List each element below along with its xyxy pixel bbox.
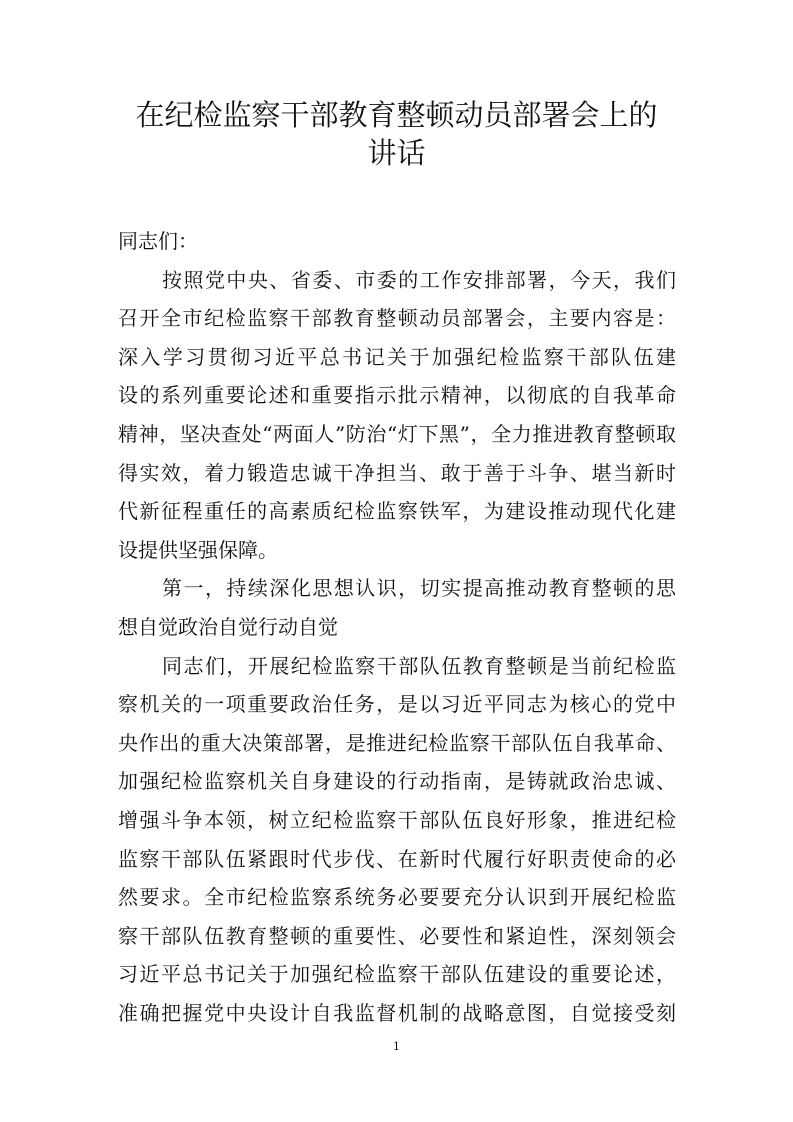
paragraph [118,569,676,646]
paragraph-line: 精神，坚决查处“两面人”防治“灯下黑”，全力推进教育整顿取 [118,421,676,446]
title-line-2: 讲话 [367,136,426,170]
paragraph-line: 加强纪检监察机关自身建设的行动指南，是铸就政治忠诚、 [118,769,676,794]
paragraph-line: 察干部队伍教育整顿的重要性、必要性和紧迫性，深刻领会 [118,923,676,948]
paragraph-line: 同志们，开展纪检监察干部队伍教育整顿是当前纪检监 [162,653,676,678]
paragraph-line: 召开全市纪检监察干部教育整顿动员部署会，主要内容是： [118,306,676,331]
paragraph-line: 习近平总书记关于加强纪检监察干部队伍建设的重要论述， [118,962,676,987]
paragraph-line: 增强斗争本领，树立纪检监察干部队伍良好形象，推进纪检 [118,807,676,832]
salutation: 同志们： [118,229,198,253]
paragraph-line: 设提供坚强保障。 [118,537,278,562]
paragraph-line: 代新征程重任的高素质纪检监察铁军，为建设推动现代化建 [118,499,676,524]
paragraph-line: 得实效，着力锻造忠诚干净担当、敢于善于斗争、堪当新时 [118,460,676,485]
paragraph-line: 第一，持续深化思想认识，切实提高推动教育整顿的思 [162,576,676,601]
paragraph [118,647,676,1033]
paragraph [118,261,676,570]
paragraph-line: 然要求。全市纪检监察系统务必要要充分认识到开展纪检监 [118,885,676,910]
document-title [100,96,693,172]
paragraph-line: 央作出的重大决策部署，是推进纪检监察干部队伍自我革命、 [118,730,676,755]
title-line-1: 在纪检监察干部教育整顿动员部署会上的 [135,98,658,132]
paragraph-line: 察机关的一项重要政治任务，是以习近平同志为核心的党中 [118,692,676,717]
paragraph-line: 监察干部队伍紧跟时代步伐、在新时代履行好职责使命的必 [118,846,676,871]
paragraph-line: 准确把握党中央设计自我监督机制的战略意图，自觉接受刻 [118,1000,676,1025]
page-number: 1 [393,1040,400,1053]
paragraph-line: 深入学习贯彻习近平总书记关于加强纪检监察干部队伍建 [118,344,676,369]
paragraph-line: 设的系列重要论述和重要指示批示精神，以彻底的自我革命 [118,383,676,408]
paragraph-line: 想自觉政治自觉行动自觉 [118,614,338,639]
paragraph-line: 按照党中央、省委、市委的工作安排部署，今天，我们 [162,267,676,292]
document-body [118,222,676,1032]
